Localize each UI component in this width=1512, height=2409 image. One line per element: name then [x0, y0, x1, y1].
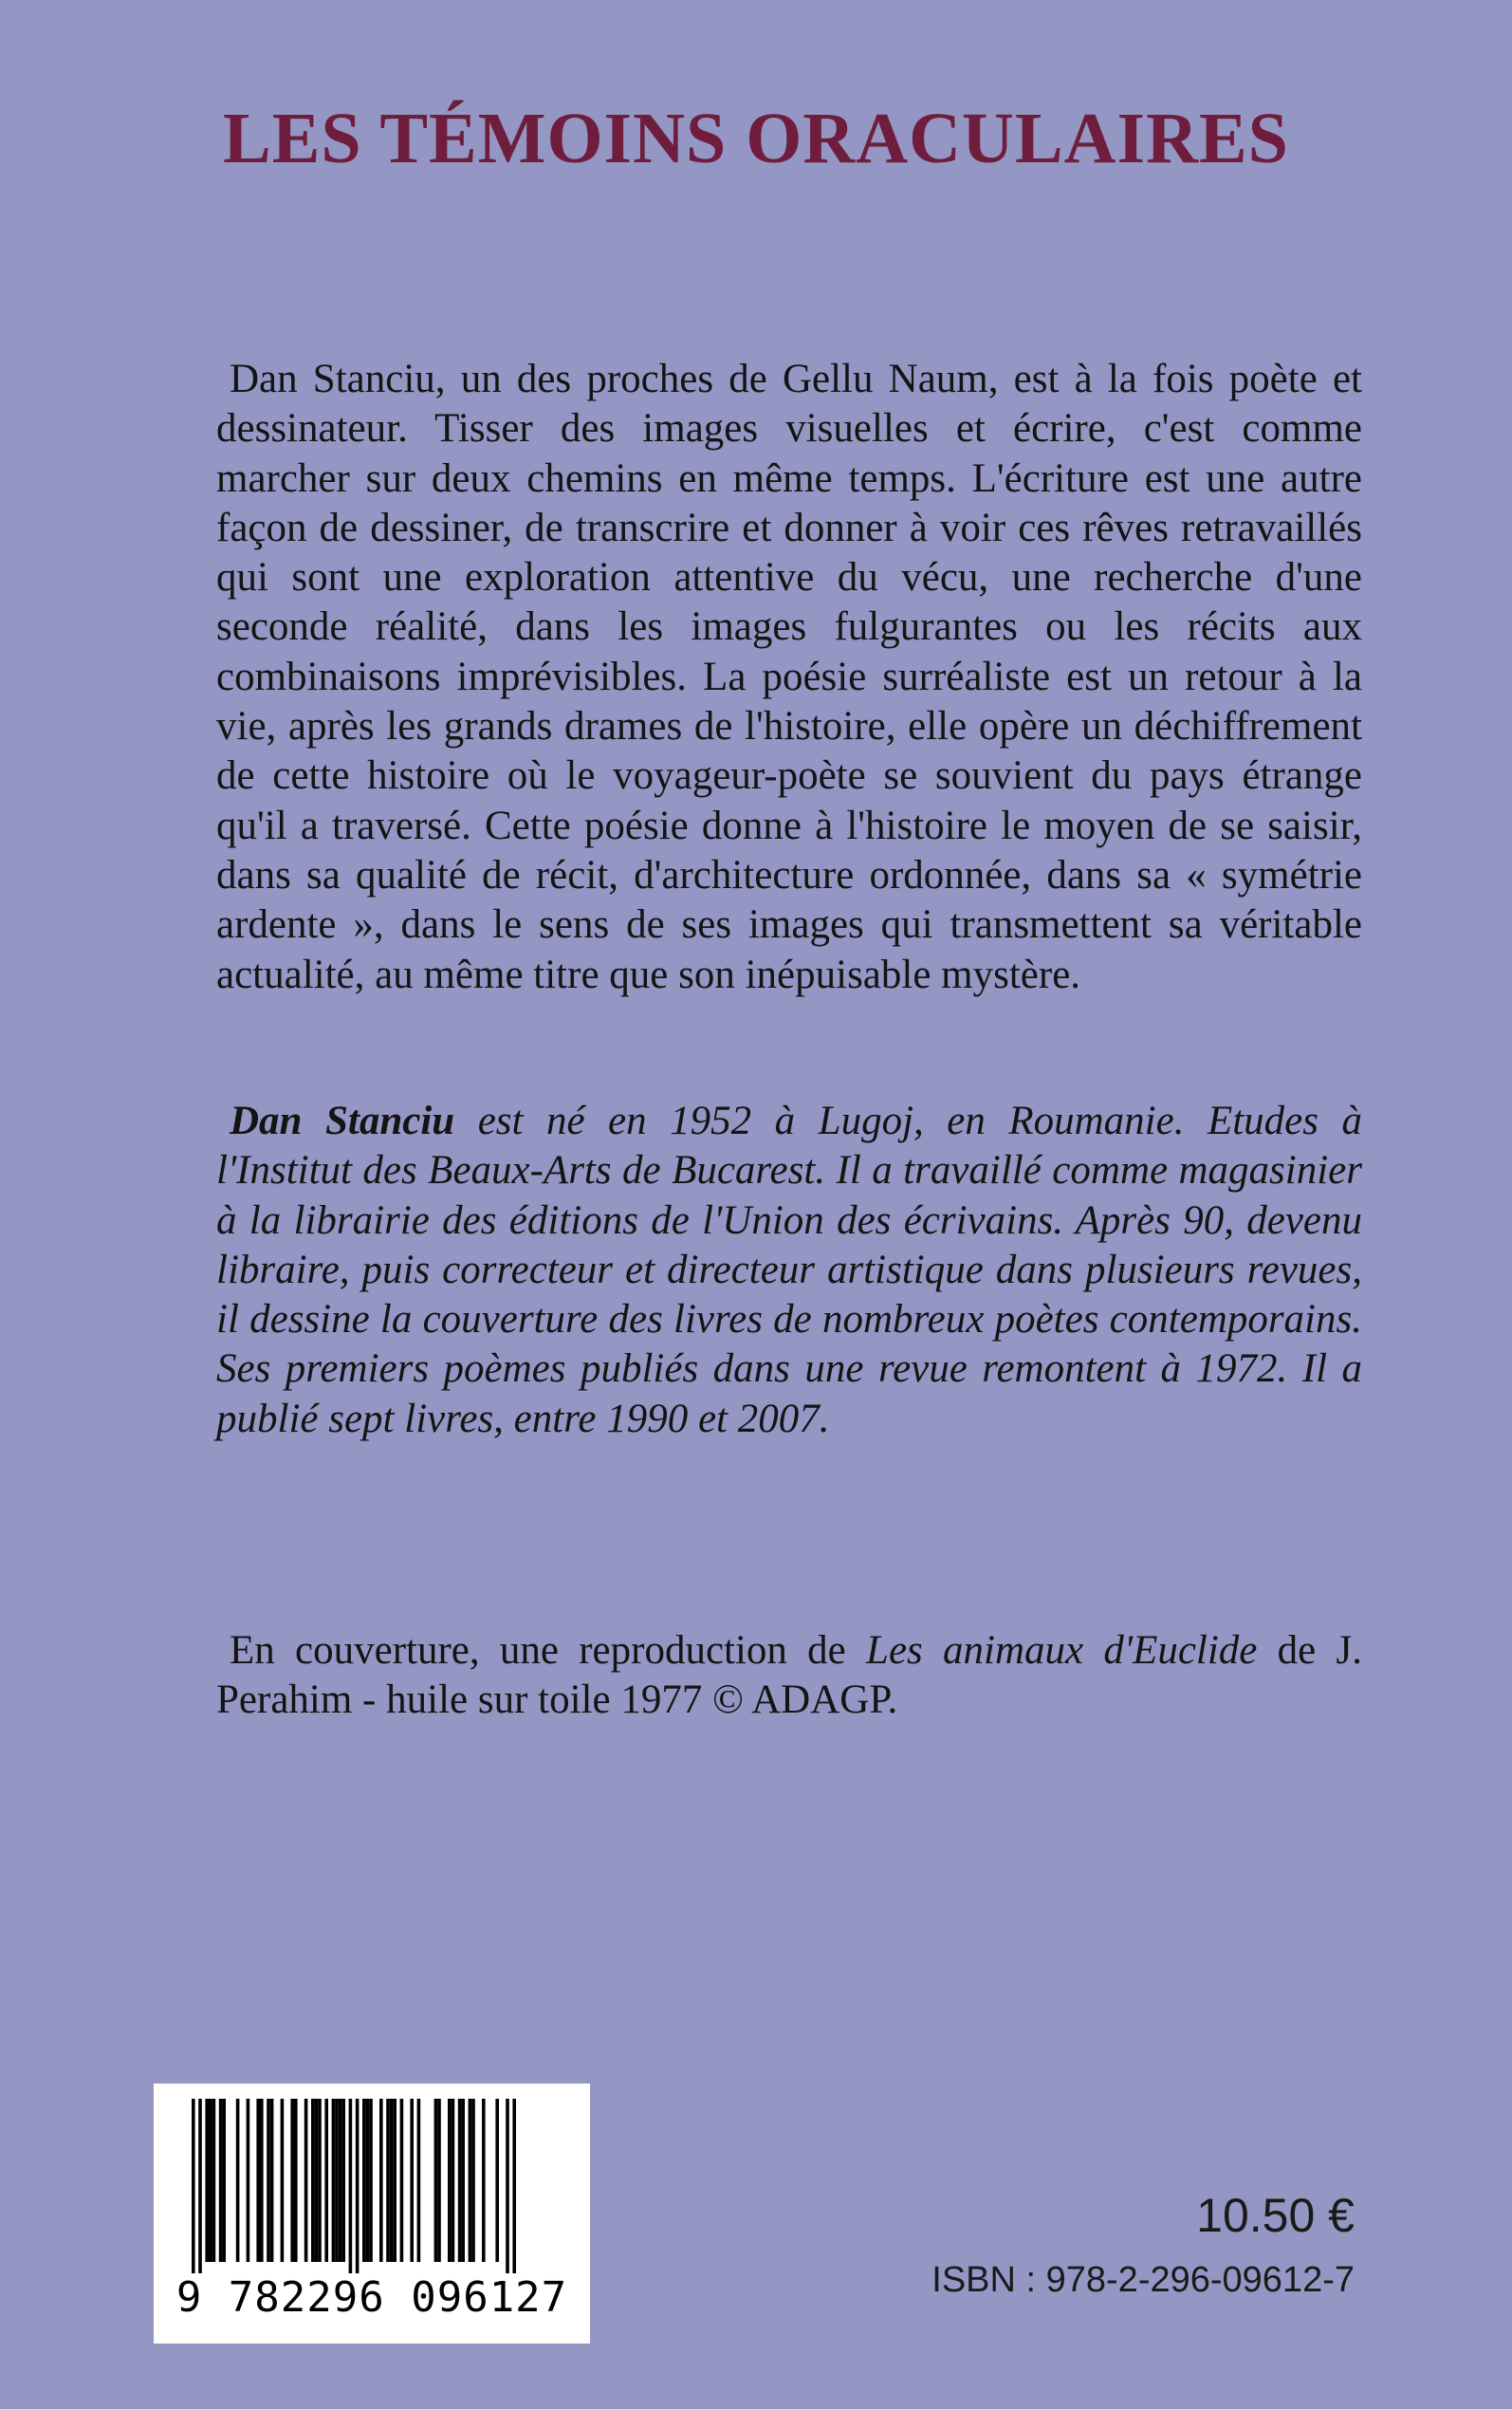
barcode-bar: [267, 2099, 270, 2262]
barcode-bar: [192, 2099, 195, 2273]
barcode-bar: [410, 2099, 414, 2262]
barcode-bar: [324, 2099, 328, 2262]
barcode-bar: [495, 2099, 499, 2262]
barcode-bar: [482, 2099, 486, 2262]
artwork-title: Les animaux d'Euclide: [866, 1628, 1258, 1673]
barcode-bar: [349, 2099, 353, 2273]
barcode-bar: [448, 2099, 452, 2262]
isbn: ISBN : 978-2-296-09612-7: [931, 2260, 1355, 2300]
barcode-bar: [219, 2099, 223, 2262]
barcode-bar: [458, 2099, 462, 2262]
barcode-bar: [341, 2099, 345, 2262]
barcode-bar: [366, 2099, 370, 2262]
barcode-bar: [356, 2099, 360, 2273]
barcode-bar: [390, 2099, 394, 2262]
barcode-bar: [315, 2099, 319, 2262]
barcode-bar: [198, 2099, 202, 2273]
barcode-bar: [471, 2099, 475, 2262]
barcode-bar: [318, 2099, 322, 2262]
barcode-bar: [260, 2099, 264, 2262]
credit-after: de J. Perahim - huile sur toile 1977 © ADAGP.: [216, 1628, 1362, 1723]
barcode-bar: [209, 2099, 212, 2262]
barcode-bar: [335, 2099, 339, 2262]
barcode-bar: [212, 2099, 216, 2262]
barcode-bar: [469, 2099, 472, 2262]
barcode-bar: [222, 2099, 226, 2262]
barcode-bar: [386, 2099, 390, 2262]
barcode-number: 9 782296 096127: [175, 2273, 568, 2322]
cover-credit-paragraph: [216, 1626, 1362, 1726]
barcode-bar: [362, 2099, 366, 2262]
synopsis-paragraph: Dan Stanciu, un des proches de Gellu Naum, est à la fois poète et dessinateur. Tisser des images visuelles et écrire, c'est comme marcher sur deux chemins en même temps. L'écriture est une autre façon de dessiner, de transcrire et donner à voir ces rêves retravaillés qui sont une exploration attentive du vécu, une recherche d'une seconde réalité, dans les images fulgurantes ou les récits aux combinaisons imprévisibles. La poésie surréaliste est un retour à la vie, après les grands drames de l'histoire, elle opère un déchiffrement de cette histoire où le voyageur-poète se souvient du pays étrange qu'il a traversé. Cette poésie donne à l'histoire le moyen de se saisir, dans sa qualité de récit, d'architecture ordonnée, dans sa « symétrie ardente », dans le sens de ses images qui transmettent sa véritable actualité, au même titre que son inépuisable mystère.: [216, 357, 1362, 997]
barcode-bar: [236, 2099, 240, 2262]
price: 10.50 €: [1196, 2189, 1355, 2242]
barcode-bar: [369, 2099, 373, 2262]
barcode-bar: [437, 2099, 441, 2262]
barcode-bar: [393, 2099, 396, 2262]
barcode-bar: [256, 2099, 260, 2262]
barcode-bar: [506, 2099, 509, 2273]
barcode-bar: [290, 2099, 294, 2262]
credit-before: En couverture, une reproduction de: [230, 1628, 867, 1673]
barcode-bar: [452, 2099, 455, 2262]
barcode-bar: [512, 2099, 516, 2273]
barcode-bar: [417, 2099, 421, 2262]
barcode-bar: [270, 2099, 274, 2262]
barcode-bar: [294, 2099, 298, 2262]
barcode-bars: [154, 2084, 590, 2273]
barcode-bar: [311, 2099, 315, 2262]
barcode-bar: [281, 2099, 285, 2262]
barcode-bar: [379, 2099, 383, 2262]
book-title: LES TÉMOINS ORACULAIRES: [223, 99, 1289, 178]
barcode: [154, 2084, 590, 2344]
author-bio-paragraph: [216, 1097, 1362, 1444]
barcode-bar: [247, 2099, 250, 2262]
author-bio-text: est né en 1952 à Lugoj, en Roumanie. Etudes à l'Institut des Beaux-Arts de Bucarest. Il a travaillé comme magasinier à la librairie des éditions de l'Union des écrivains. Après 90, devenu libraire, puis correcteur et directeur artistique dans plusieurs revues, il dessine la couverture des livres de nombreux poètes contemporains. Ses premiers poèmes publiés dans une revue remontent à 1972. Il a publié sept livres, entre 1990 et 2007.: [216, 1099, 1362, 1441]
barcode-bar: [205, 2099, 209, 2262]
barcode-bar: [400, 2099, 404, 2262]
barcode-bar: [339, 2099, 342, 2262]
barcode-bar: [434, 2099, 438, 2262]
author-name: Dan Stanciu: [230, 1099, 455, 1143]
barcode-bar: [461, 2099, 465, 2262]
barcode-bar: [332, 2099, 336, 2262]
barcode-bar: [304, 2099, 308, 2262]
